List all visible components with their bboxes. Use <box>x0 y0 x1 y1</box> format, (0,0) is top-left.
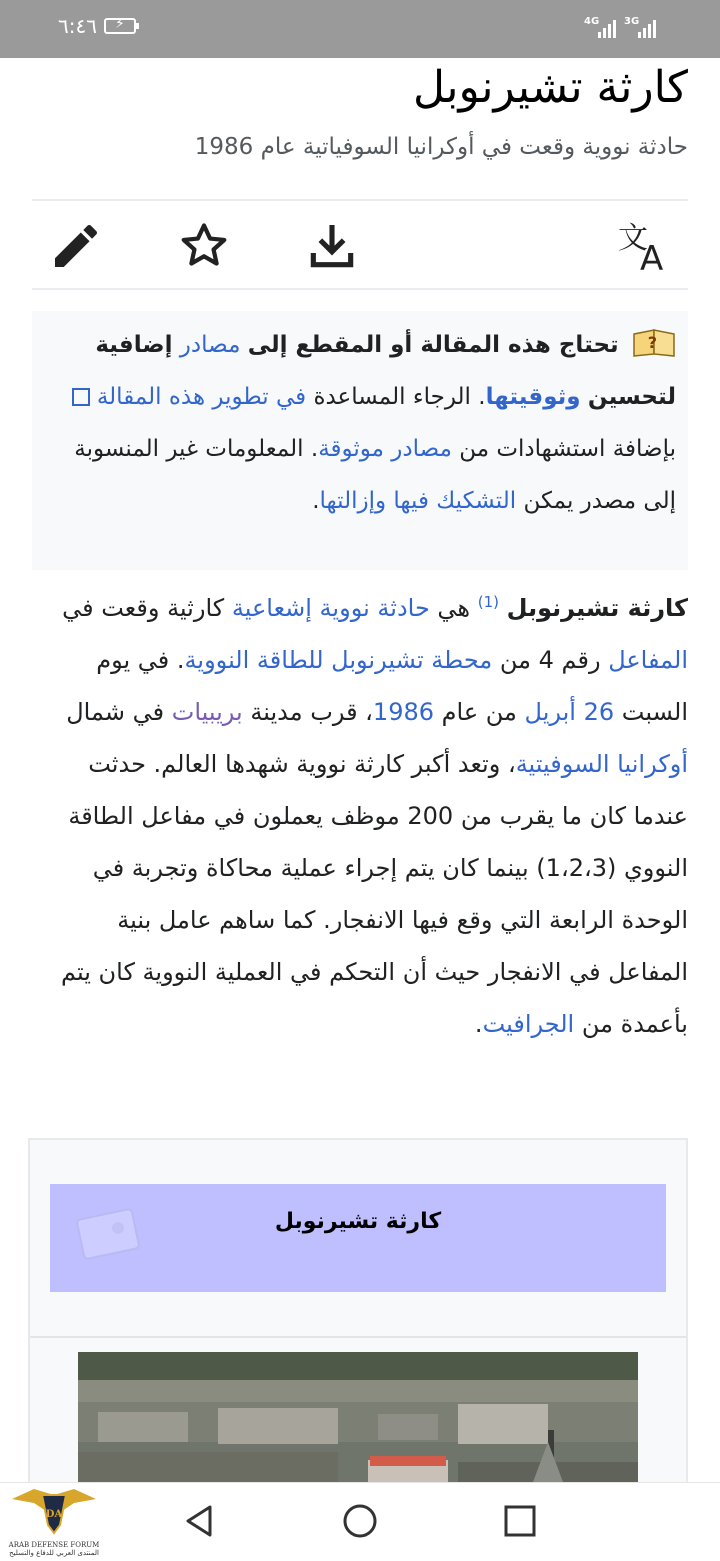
status-bar <box>0 0 720 58</box>
infobox-title: كارثة تشيرنوبل <box>274 1209 442 1234</box>
link-challenge-removal[interactable]: التشكيك فيها وإزالتها <box>319 488 517 514</box>
divider <box>32 199 688 201</box>
recents-button[interactable] <box>500 1501 540 1541</box>
edit-icon <box>48 218 104 274</box>
language-button[interactable] <box>616 218 672 274</box>
link-pripyat[interactable]: بريبيات <box>171 698 243 726</box>
references-inline: (1،2،3) <box>536 854 617 882</box>
link-improve-article[interactable]: في تطوير هذه المقالة <box>96 384 307 410</box>
arab-defense-forum-watermark: DA ARAB DEFENSE FORUM المنتدى العربي للدفاع والتسليح <box>4 1485 104 1559</box>
svg-text:DA: DA <box>45 1509 63 1520</box>
article-lead: كارثة تشيرنوبل $^{(1)}$ هي حادثة نووية إشعاعية كارثية وقعت في المفاعل رقم 4 من محطة تشيرنوبل للطاقة النووية. في يوم السبت 26 أبريل من عام 1986، قرب مدينة بريبيات في شمال أوكرانيا السوفيتية، وتعد أكبر كارثة نووية شهدها العالم. حدثت عندما كان ما يقرب من 200 موظف يعملون في مفاعل الطاقة النووي (1،2،3) بينما كان يتم إجراء عملية محاكاة وتجربة في الوحدة الرابعة التي وقع فيها الانفجار. كما ساهم عامل بنية المفاعل في الانفجار حيث أن التحكم في العملية النووية كان يتم بأعمدة من الجرافيت. <box>61 593 688 1038</box>
back-button[interactable] <box>180 1501 220 1541</box>
link-sources[interactable]: مصادر <box>179 332 241 358</box>
status-time: ٦:٤٦ <box>58 14 97 38</box>
eagle-logo-icon <box>4 1485 104 1543</box>
infobox <box>28 1138 688 1518</box>
link-reliable-sources[interactable]: مصادر موثوقة <box>318 436 452 462</box>
svg-text:A: A <box>640 239 664 274</box>
system-navigation-bar <box>0 1482 720 1561</box>
divider <box>32 288 688 290</box>
download-icon <box>304 218 360 274</box>
svg-text:文: 文 <box>618 221 648 256</box>
link-verifiability[interactable]: وثوقيتها <box>485 384 581 410</box>
infobox-header <box>50 1184 666 1292</box>
translate-icon <box>616 218 672 274</box>
home-circle-icon <box>340 1501 380 1541</box>
battery-icon: ⚡ <box>104 18 136 34</box>
question-book-icon <box>632 325 676 357</box>
signal-3g-icon: 3G <box>624 16 664 40</box>
edit-button[interactable] <box>48 218 104 274</box>
page-title: كارثة تشيرنوبل <box>412 62 688 113</box>
home-button[interactable] <box>340 1501 380 1541</box>
link-nuclear-accident[interactable]: حادثة نووية إشعاعية <box>231 594 430 622</box>
watch-star-button[interactable] <box>176 218 232 274</box>
refimprove-notice: ? تحتاج هذه المقالة أو المقطع إلى مصادر إضافية لتحسين وثوقيتها. الرجاء المساعدة في تطوير هذه المقالة بإضافة استشهادات من مصادر موثوقة. المعلومات غير المنسوبة إلى مصدر يمكن التشكيك فيها وإزالتها. <box>32 311 688 570</box>
disaster-symbol-icon <box>72 1204 152 1268</box>
link-1986[interactable]: 1986 <box>372 698 434 726</box>
download-button[interactable] <box>304 218 360 274</box>
recents-square-icon <box>500 1501 540 1541</box>
reference-link[interactable]: (1) <box>477 593 499 611</box>
svg-text:?: ? <box>647 333 657 352</box>
link-chernobyl-plant[interactable]: محطة تشيرنوبل للطاقة النووية <box>184 646 493 674</box>
external-link-icon <box>72 388 90 406</box>
star-icon <box>176 218 232 274</box>
link-reactor[interactable]: المفاعل <box>608 646 688 674</box>
link-ukrainian-ssr[interactable]: أوكرانيا السوفيتية <box>515 750 688 778</box>
back-triangle-icon <box>180 1501 220 1541</box>
infobox-divider <box>30 1336 686 1338</box>
signal-4g-icon: 4G <box>584 16 624 40</box>
link-graphite[interactable]: الجرافيت <box>482 1010 575 1038</box>
page-subtitle: حادثة نووية وقعت في أوكرانيا السوفياتية عام 1986 <box>194 134 688 160</box>
link-april-26[interactable]: 26 أبريل <box>524 698 615 726</box>
